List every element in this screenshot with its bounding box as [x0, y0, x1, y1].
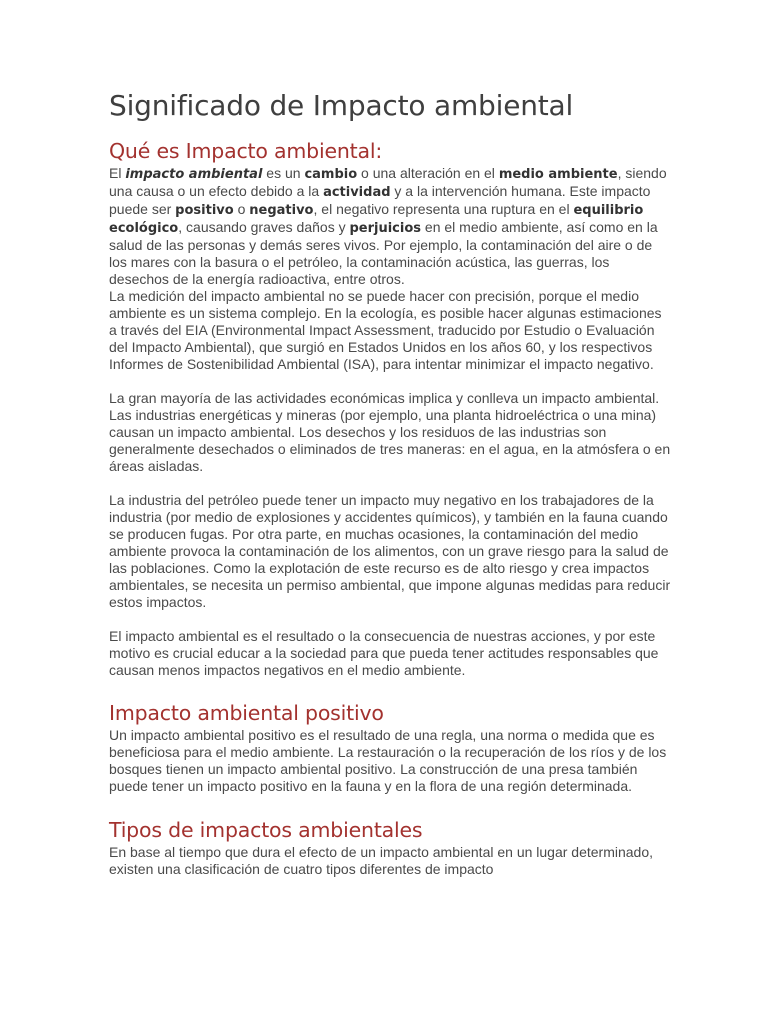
bold-term-perjuicios: perjuicios: [349, 221, 422, 236]
bold-term-cambio: cambio: [304, 167, 358, 182]
paragraph-medicion: La medición del impacto ambiental no se puede hacer con precisión, porque el medio ambiente es un sistema complejo. En la ecología, es posible hacer algunas estimaciones a través del EIA (Environmental Impact Assessment, traducido por Estudio o Evaluación del Impacto Ambiental), que surgió en Estados Unidos en los años 60, y los respectivos Informes de Sostenibilidad Ambiental (ISA), para intentar minimizar el impacto negativo.: [109, 288, 662, 372]
section-heading-positivo: Impacto ambiental positivo: [109, 701, 384, 725]
bold-term-equilibrio-ecologico: equilibrio ecológico: [109, 203, 644, 236]
paragraph-actividades-economicas: La gran mayoría de las actividades económicas implica y conlleva un impacto ambiental. Las industrias energéticas y mineras (por ejemplo, una planta hidroeléctrica o una mina) causan un impacto ambiental. Los desechos y los residuos de las industrias son generalmente desechados o eliminados de tres maneras: en el agua, en la atmósfera o en áreas aisladas.: [109, 390, 671, 474]
paragraph-industria-petroleo: La industria del petróleo puede tener un impacto muy negativo en los trabajadores de la industria (por medio de explosiones y accidentes químicos), y también en la fauna cuando se producen fugas. Por otra parte, en muchas ocasiones, la contaminación del medio ambiente provoca la contaminación de los alimentos, con un grave riesgo para la salud de las poblaciones. Como la explotación de este recurso es de alto riesgo y crea impactos ambientales, se necesita un permiso ambiental, que impone algunas medidas para reducir estos impactos.: [109, 492, 671, 610]
section-heading-tipos: Tipos de impactos ambientales: [109, 818, 423, 842]
paragraph-definition: El impacto ambiental es un cambio o una alteración en el medio ambiente, siendo una causa o un efecto debido a la actividad y a la intervención humana. Este impacto puede ser positivo o negativo, el negativo representa una ruptura en el equilibrio ecológico, causando graves daños y perjuicios en el medio ambiente, así como en la salud de las personas y demás seres vivos. Por ejemplo, la contaminación del aire o de los mares con la basura o el petróleo, la contaminación acústica, las guerras, los desechos de la energía radioactiva, entre otros.: [109, 165, 667, 287]
paragraph-tipos: En base al tiempo que dura el efecto de un impacto ambiental en un lugar determinado, existen una clasificación de cuatro tipos diferentes de impacto: [109, 844, 654, 877]
section-heading-que-es: Qué es Impacto ambiental:: [109, 139, 383, 163]
paragraph-impacto-positivo: Un impacto ambiental positivo es el resultado de una regla, una norma o medida que es beneficiosa para el medio ambiente. La restauración o la recuperación de los ríos y de los bosques tienen un impacto ambiental positivo. La construcción de una presa también puede tener un impacto positivo en la fauna y en la flora de una región determinada.: [109, 727, 667, 794]
bold-term-positivo: positivo: [175, 203, 234, 218]
bold-term-actividad: actividad: [323, 185, 391, 200]
paragraph-consecuencia: El impacto ambiental es el resultado o la consecuencia de nuestras acciones, y por este motivo es crucial educar a la sociedad para que pueda tener actitudes responsables que causan menos impactos negativos en el medio ambiente.: [109, 628, 659, 678]
bold-term-negativo: negativo: [249, 203, 314, 218]
bold-term-medio-ambiente: medio ambiente: [498, 167, 618, 182]
page-title: Significado de Impacto ambiental: [109, 89, 574, 122]
bold-term-impacto-ambiental: impacto ambiental: [125, 167, 263, 182]
